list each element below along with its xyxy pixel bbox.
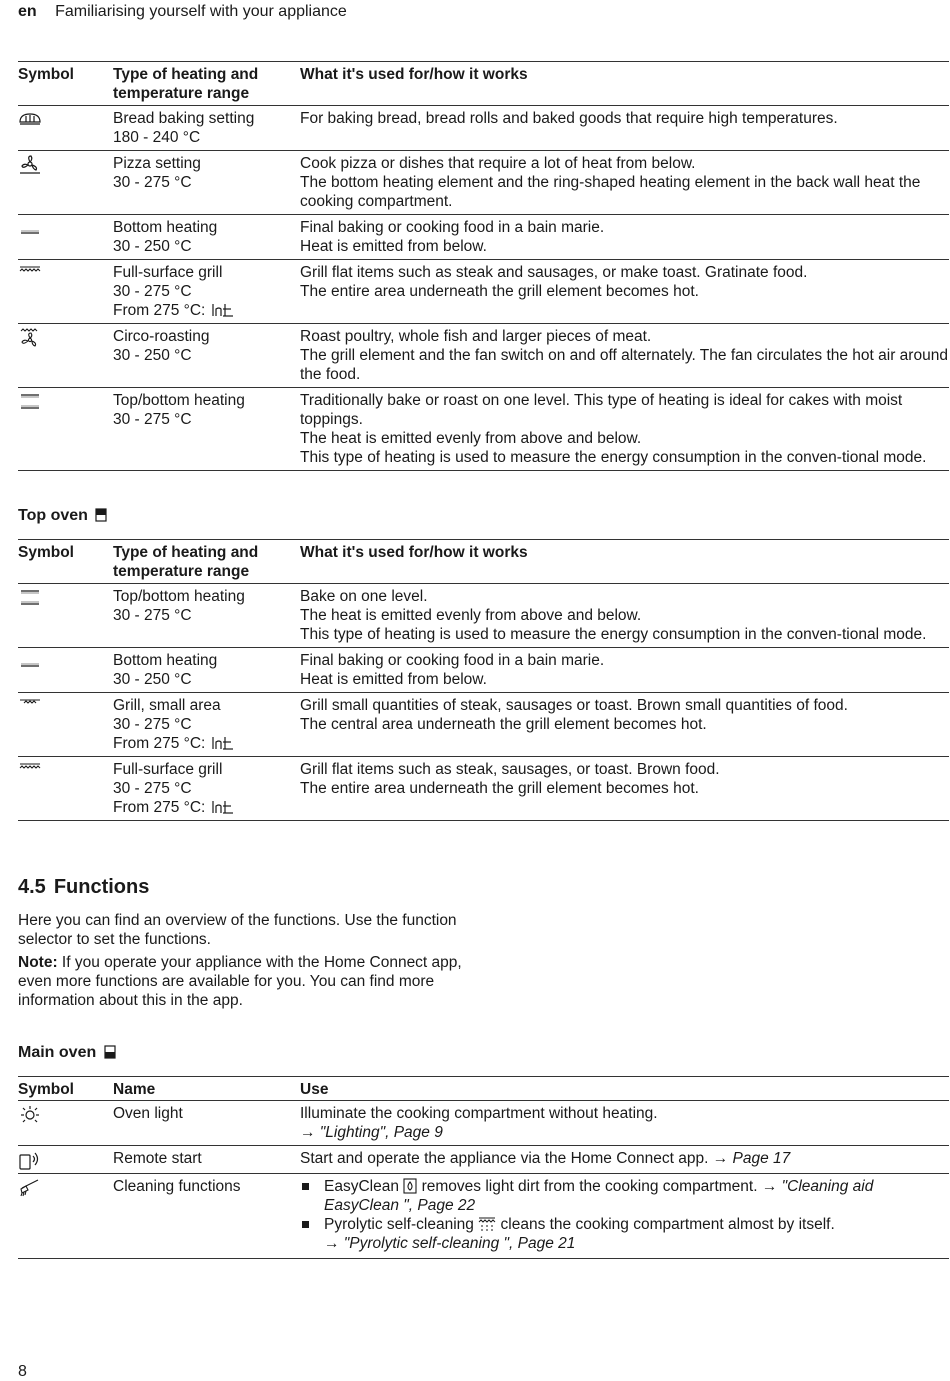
description-line: Heat is emitted from below. <box>300 238 487 255</box>
description-line: The grill element and the fan switch on and off alternately. The fan circulates the hot air around the food. <box>300 347 948 383</box>
easyclean-page-link[interactable]: "Cleaning aid EasyClean ", Page 22 <box>324 1178 874 1214</box>
remote-start-page-link[interactable]: Page 17 <box>732 1150 791 1167</box>
table-header-row <box>18 62 949 106</box>
description-line: Grill flat items such as steak and sausages, or make toast. Gratinate food. <box>300 264 808 281</box>
temperature-range: 30 - 250 °C <box>113 347 192 364</box>
description-line: Grill small quantities of steak, sausages or toast. Brown small quantities of food. <box>300 697 848 714</box>
section-number: 4.5 <box>18 876 46 898</box>
oven-light-icon <box>18 1105 42 1125</box>
description-line: Roast poultry, whole fish and larger pieces of meat. <box>300 328 652 345</box>
high-temp-note: From 275 °C: <box>113 799 206 816</box>
table-row <box>18 215 949 260</box>
high-temp-note: From 275 °C: <box>113 302 206 319</box>
function-description: Illuminate the cooking compartment without heating. <box>300 1105 658 1122</box>
function-name: Remote start <box>113 1150 202 1167</box>
table-row <box>18 693 949 757</box>
col-header-use: Use <box>300 1077 949 1101</box>
temperature-range: 30 - 275 °C <box>113 607 192 624</box>
full-surface-grill-icon <box>18 761 42 781</box>
top-oven-label: Top oven <box>18 507 88 524</box>
main-oven-label: Main oven <box>18 1044 97 1061</box>
table-row <box>18 1146 949 1174</box>
temperature-range: 30 - 275 °C <box>113 780 192 797</box>
easyclean-drop-icon <box>403 1178 417 1194</box>
table-header-row <box>18 1077 949 1101</box>
easyclean-label: EasyClean <box>324 1178 404 1195</box>
table-row <box>18 260 949 324</box>
temperature-range: 30 - 275 °C <box>113 411 192 428</box>
description-line: The central area underneath the grill element becomes hot. <box>300 716 707 733</box>
col-header-use: What it's used for/how it works <box>300 62 949 106</box>
heating-name: Full-surface grill <box>113 264 223 281</box>
note-text: If you operate your appliance with the Home Connect app, even more functions are available for you. You can find more information about this in the app. <box>18 954 462 1009</box>
circo-roasting-icon <box>18 328 42 348</box>
functions-intro: Here you can find an overview of the functions. Use the function selector to set the functions. <box>18 912 457 948</box>
remote-start-icon <box>18 1150 42 1170</box>
bread-baking-icon <box>18 110 42 130</box>
heating-name: Circo-roasting <box>113 328 210 345</box>
description-line: This type of heating is used to measure the energy consumption in the conven-tional mode. <box>300 626 927 643</box>
high-temperature-symbol-icon <box>211 799 235 815</box>
description-line: The heat is emitted evenly from above and below. <box>300 430 642 447</box>
temperature-range: 30 - 275 °C <box>113 716 192 733</box>
high-temperature-symbol-icon <box>211 302 235 318</box>
temperature-range: 30 - 275 °C <box>113 174 192 191</box>
description-line: Final baking or cooking food in a bain marie. <box>300 219 605 236</box>
heating-name: Full-surface grill <box>113 761 223 778</box>
main-oven-heading <box>18 1043 116 1062</box>
heating-name: Top/bottom heating <box>113 588 245 605</box>
heating-name: Pizza setting <box>113 155 201 172</box>
heating-types-table <box>18 61 949 471</box>
table-row <box>18 648 949 693</box>
bottom-heating-icon <box>18 219 42 239</box>
table-header-row <box>18 540 949 584</box>
temperature-range: 30 - 275 °C <box>113 283 192 300</box>
col-header-symbol: Symbol <box>18 1077 113 1101</box>
description-line: The heat is emitted evenly from above and below. <box>300 607 642 624</box>
list-item <box>300 1215 949 1253</box>
top-oven-icon <box>95 508 107 522</box>
description-line: Grill flat items such as steak, sausages, or toast. Brown food. <box>300 761 720 778</box>
function-description: Start and operate the appliance via the Home Connect app. → <box>300 1150 733 1167</box>
list-item <box>300 1177 949 1215</box>
pyrolytic-label: Pyrolytic self-cleaning <box>324 1216 479 1233</box>
function-name: Oven light <box>113 1105 183 1122</box>
page-number: 8 <box>18 1363 27 1380</box>
cleaning-functions-icon <box>18 1178 42 1198</box>
description-line: Traditionally bake or roast on one level. This type of heating is ideal for cakes with moist toppings. <box>300 392 903 428</box>
table-row <box>18 388 949 471</box>
table-row <box>18 757 949 821</box>
table-row <box>18 1174 949 1259</box>
description-line: The bottom heating element and the ring-shaped heating element in the back wall heat the cooking compartment. <box>300 174 921 210</box>
table-row <box>18 1101 949 1146</box>
col-header-type: Type of heating and temperature range <box>113 540 300 584</box>
col-header-name: Name <box>113 1077 300 1101</box>
high-temp-note: From 275 °C: <box>113 735 206 752</box>
description-line: For baking bread, bread rolls and baked goods that require high temperatures. <box>300 110 838 127</box>
lighting-page-link[interactable]: → "Lighting", Page 9 <box>300 1124 443 1141</box>
note-label: Note: <box>18 954 58 971</box>
description-line: Heat is emitted from below. <box>300 671 487 688</box>
col-header-symbol: Symbol <box>18 540 113 584</box>
high-temperature-symbol-icon <box>211 735 235 751</box>
pyrolytic-description: cleans the cooking compartment almost by itself. <box>496 1216 835 1233</box>
section-title <box>18 878 149 897</box>
top-bottom-heating-icon <box>18 392 42 412</box>
heating-name: Grill, small area <box>113 697 221 714</box>
description-line: The entire area underneath the grill element becomes hot. <box>300 283 699 300</box>
functions-table <box>18 1076 949 1259</box>
table-row <box>18 584 949 648</box>
heating-name: Bottom heating <box>113 652 218 669</box>
header-title: Familiarising yourself with your appliance <box>55 3 347 20</box>
main-oven-icon <box>104 1045 116 1059</box>
description-line: The entire area underneath the grill element becomes hot. <box>300 780 699 797</box>
easyclean-description: removes light dirt from the cooking compartment. → <box>417 1178 782 1195</box>
page-header <box>18 2 347 21</box>
pizza-setting-icon <box>18 155 42 175</box>
temperature-range: 180 - 240 °C <box>113 129 201 146</box>
bottom-heating-icon <box>18 652 42 672</box>
col-header-type: Type of heating and temperature range <box>113 62 300 106</box>
heating-name: Bottom heating <box>113 219 218 236</box>
table-row <box>18 324 949 388</box>
heating-name: Bread baking setting <box>113 110 255 127</box>
table-row <box>18 106 949 151</box>
pyrolytic-cleaning-icon <box>478 1216 496 1232</box>
description-line: This type of heating is used to measure the energy consumption in the conven-tional mode. <box>300 449 927 466</box>
temperature-range: 30 - 250 °C <box>113 238 192 255</box>
cleaning-function-list <box>300 1177 949 1253</box>
heating-name: Top/bottom heating <box>113 392 245 409</box>
language-code: en <box>18 3 37 20</box>
description-line: Bake on one level. <box>300 588 428 605</box>
function-name: Cleaning functions <box>113 1178 241 1195</box>
col-header-use: What it's used for/how it works <box>300 540 949 584</box>
full-surface-grill-icon <box>18 264 42 284</box>
note-paragraph <box>18 953 463 1010</box>
description-line: Cook pizza or dishes that require a lot of heat from below. <box>300 155 696 172</box>
table-row <box>18 151 949 215</box>
top-oven-heating-table <box>18 539 949 821</box>
small-area-grill-icon <box>18 697 42 717</box>
top-bottom-heating-icon <box>18 588 42 608</box>
temperature-range: 30 - 250 °C <box>113 671 192 688</box>
section-heading: Functions <box>53 876 150 898</box>
top-oven-heading <box>18 506 107 525</box>
pyrolytic-page-link[interactable]: → "Pyrolytic self-cleaning ", Page 21 <box>324 1235 576 1252</box>
description-line: Final baking or cooking food in a bain marie. <box>300 652 605 669</box>
col-header-symbol: Symbol <box>18 62 113 106</box>
